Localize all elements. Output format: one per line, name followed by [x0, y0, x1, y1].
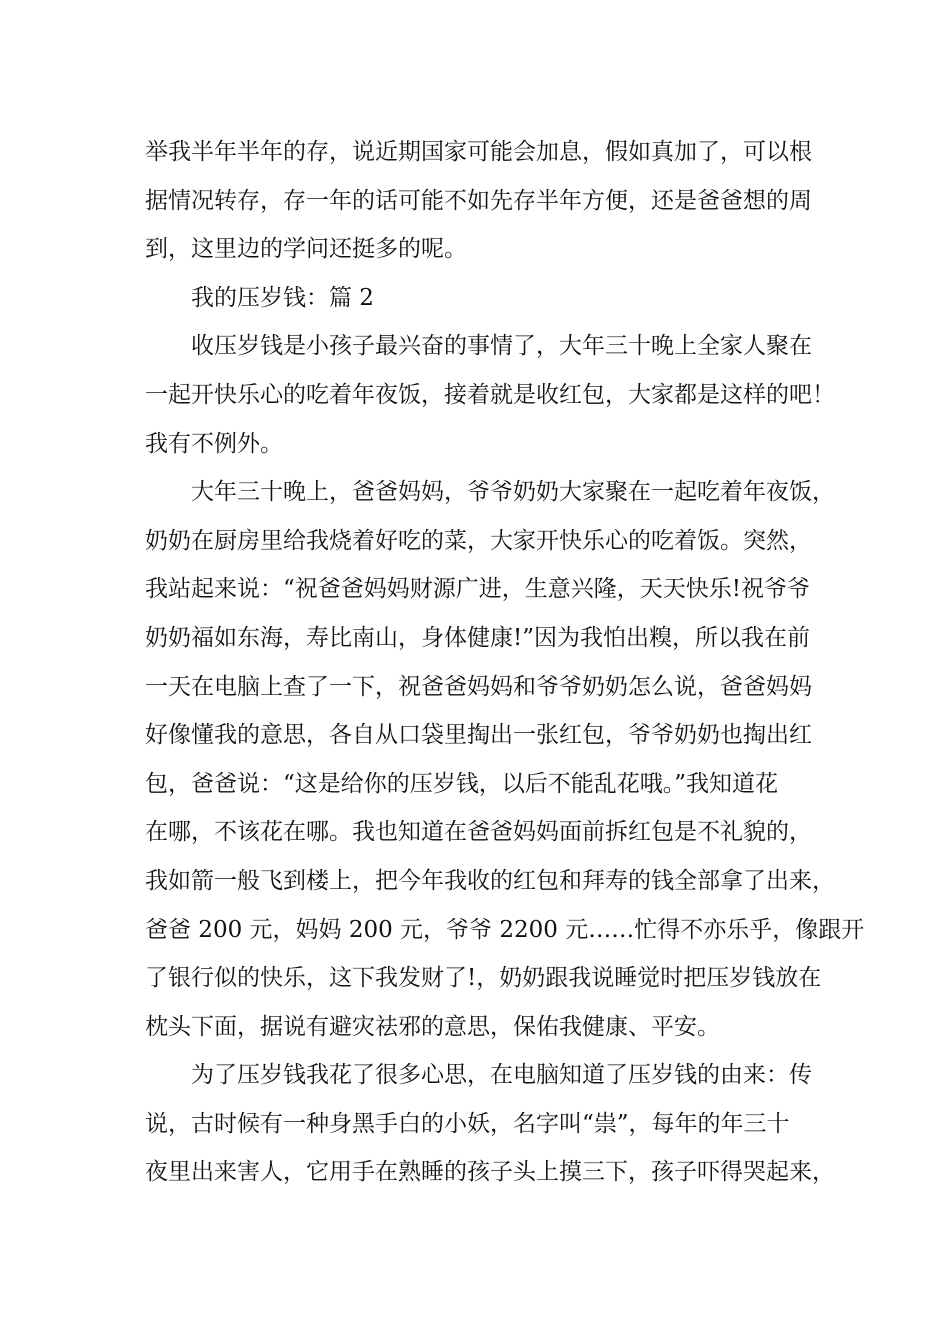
document-body	[145, 128, 865, 1197]
paragraph	[145, 128, 825, 274]
text-line: 奶奶福如东海，寿比南山，身体健康!”因为我怕出糗，所以我在前	[145, 624, 811, 651]
text-line: 包，爸爸说：“这是给你的压岁钱，以后不能乱花哦。”我知道花	[145, 770, 779, 797]
text-line: 收压岁钱是小孩子最兴奋的事情了，大年三十晚上全家人聚在	[191, 333, 812, 360]
text-line: 为了压岁钱我花了很多心思，在电脑知道了压岁钱的由来：传	[191, 1062, 812, 1089]
text-line: 我有不例外。	[145, 430, 283, 457]
text-line: 到，这里边的学问还挺多的呢。	[145, 236, 467, 263]
text-line: 我如箭一般飞到楼上，把今年我收的红包和拜寿的钱全部拿了出来，	[145, 867, 835, 894]
paragraph	[145, 274, 825, 323]
text-line: 大年三十晚上，爸爸妈妈，爷爷奶奶大家聚在一起吃着年夜饭，	[191, 479, 835, 506]
text-line: 一天在电脑上查了一下，祝爸爸妈妈和爷爷奶奶怎么说，爸爸妈妈	[145, 673, 812, 700]
text-line: 了银行似的快乐，这下我发财了!，奶奶跟我说睡觉时把压岁钱放在	[145, 965, 822, 992]
text-line: 一起开快乐心的吃着年夜饭，接着就是收红包，大家都是这样的吧！	[145, 381, 835, 408]
paragraph	[145, 322, 835, 468]
paragraph	[145, 1051, 835, 1197]
text-line: 说，古时候有一种身黑手白的小妖，名字叫“祟”，每年的年三十	[145, 1110, 790, 1137]
paragraph	[145, 468, 865, 1051]
text-line: 好像懂我的意思，各自从口袋里掏出一张红包，爷爷奶奶也掏出红	[145, 722, 812, 749]
text-line: 夜里出来害人，它用手在熟睡的孩子头上摸三下，孩子吓得哭起来，	[145, 1159, 835, 1186]
text-line: 奶奶在厨房里给我烧着好吃的菜，大家开快乐心的吃着饭。突然，	[145, 527, 812, 554]
text-line: 爸爸 200 元，妈妈 200 元，爷爷 2200 元……忙得不亦乐乎，像跟开	[145, 916, 865, 943]
text-line: 据情况转存，存一年的话可能不如先存半年方便，还是爸爸想的周	[145, 187, 812, 214]
text-line: 举我半年半年的存，说近期国家可能会加息，假如真加了，可以根	[145, 139, 812, 165]
text-line: 枕头下面，据说有避灾祛邪的意思，保佑我健康、平安。	[145, 1013, 720, 1040]
text-line: 我站起来说：“祝爸爸妈妈财源广进，生意兴隆，天天快乐!祝爷爷	[145, 576, 811, 603]
text-line: 在哪，不该花在哪。我也知道在爸爸妈妈面前拆红包是不礼貌的，	[145, 819, 812, 846]
text-line: 我的压岁钱：篇 2	[191, 284, 374, 311]
